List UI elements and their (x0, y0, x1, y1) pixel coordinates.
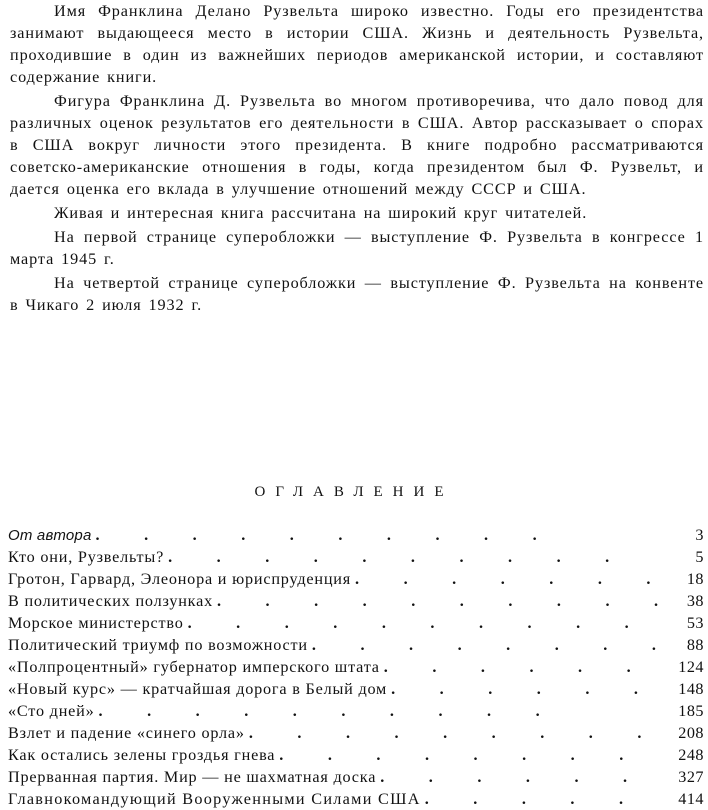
toc-entry-page: 185 (678, 702, 704, 720)
toc-leader-dots (217, 590, 666, 612)
annotation-paragraph: Имя Франклина Делано Рузвельта широко известно. Годы его президентства занимают выдающееся место в истории США. Жизнь и деятельность Рузвельта, проходившие в один из важнейших периодов американской истории, и составляют содержание книги. (10, 2, 704, 86)
toc-entry-title: Прерванная партия. Мир — не шахматная доска (8, 768, 377, 786)
toc-leader-dots (384, 656, 666, 678)
toc-entry (8, 612, 704, 634)
toc-entry-page: 18 (686, 570, 704, 588)
toc-leader-dots (380, 766, 666, 788)
toc-entry-page: 148 (678, 680, 704, 698)
annotation-paragraph: Живая и интересная книга рассчитана на широкий круг читателей. (54, 204, 588, 222)
toc-entry (8, 524, 704, 546)
toc-entry (8, 546, 704, 568)
toc-leader-dots (249, 722, 666, 744)
toc-entry (8, 590, 704, 612)
toc-entry (8, 568, 704, 590)
toc-leader-dots (312, 634, 666, 656)
toc-leader-dots (391, 678, 666, 700)
toc-entry (8, 678, 704, 700)
toc-entry-page: 327 (678, 768, 704, 786)
toc-leader-dots (355, 568, 666, 590)
toc-entry (8, 700, 704, 722)
toc-entry-page: 208 (678, 724, 704, 742)
toc-entry (8, 766, 704, 788)
toc-entry-title: Как остались зелены гроздья гнева (8, 746, 276, 764)
toc-entry-title: «Новый курс» — кратчайшая дорога в Белый дом (8, 680, 388, 698)
toc-heading: ОГЛАВЛЕНИЕ (254, 484, 454, 500)
toc-leader-dots (168, 546, 666, 568)
toc-entry-title: Политический триумф по возможности (8, 636, 308, 654)
annotation-paragraph: На четвертой странице суперобложки — выступление Ф. Рузвельта на конвенте в Чикаго 2 июля 1932 г. (10, 274, 704, 314)
toc-leader-dots (425, 788, 666, 810)
toc-entry-page: 38 (686, 592, 704, 610)
toc-entry-page: 3 (695, 526, 704, 544)
toc-entry (8, 656, 704, 678)
toc-leader-dots (99, 700, 666, 722)
toc-entry-page: 248 (678, 746, 704, 764)
toc-entry-title: «Сто дней» (8, 702, 95, 720)
toc-entry (8, 744, 704, 766)
toc-entry-title: Главнокомандующий Вооруженными Силами США (8, 790, 421, 808)
toc-entry-page: 124 (678, 658, 704, 676)
toc-leader-dots (96, 524, 667, 546)
toc-entry-title: От автора (8, 527, 92, 544)
toc-entry-title: В политических ползунках (8, 592, 213, 610)
toc-entry (8, 788, 704, 810)
table-of-contents (8, 524, 704, 810)
toc-entry-page: 88 (686, 636, 704, 654)
toc-entry-title: Гротон, Гарвард, Элеонора и юриспруденция (8, 570, 352, 588)
toc-entry-page: 5 (695, 548, 704, 566)
toc-entry-title: Кто они, Рузвельты? (8, 548, 165, 566)
toc-entry-title: «Полпроцентный» губернатор имперского штата (8, 658, 380, 676)
toc-entry (8, 722, 704, 744)
toc-entry-title: Взлет и падение «синего орла» (8, 724, 245, 742)
toc-leader-dots (188, 612, 666, 634)
annotation-paragraph: Фигура Франклина Д. Рузвельта во многом противоречива, что дало повод для различных оценок результатов его деятельности в США. Автор рассказывает о спорах в США вокруг личности этого президента. В книге подробно рассматриваются советско-американские отношения в годы, когда президентом был Ф. Рузвельт, и дается оценка его вклада в улучшение отношений между СССР и США. (10, 92, 704, 198)
toc-leader-dots (279, 744, 666, 766)
toc-entry-page: 53 (686, 614, 704, 632)
book-annotation (10, 0, 704, 316)
toc-entry (8, 634, 704, 656)
toc-entry-title: Морское министерство (8, 614, 184, 632)
annotation-paragraph: На первой странице суперобложки — выступление Ф. Рузвельта в конгрессе 1 марта 1945 г. (10, 228, 704, 268)
toc-entry-page: 414 (678, 790, 704, 808)
